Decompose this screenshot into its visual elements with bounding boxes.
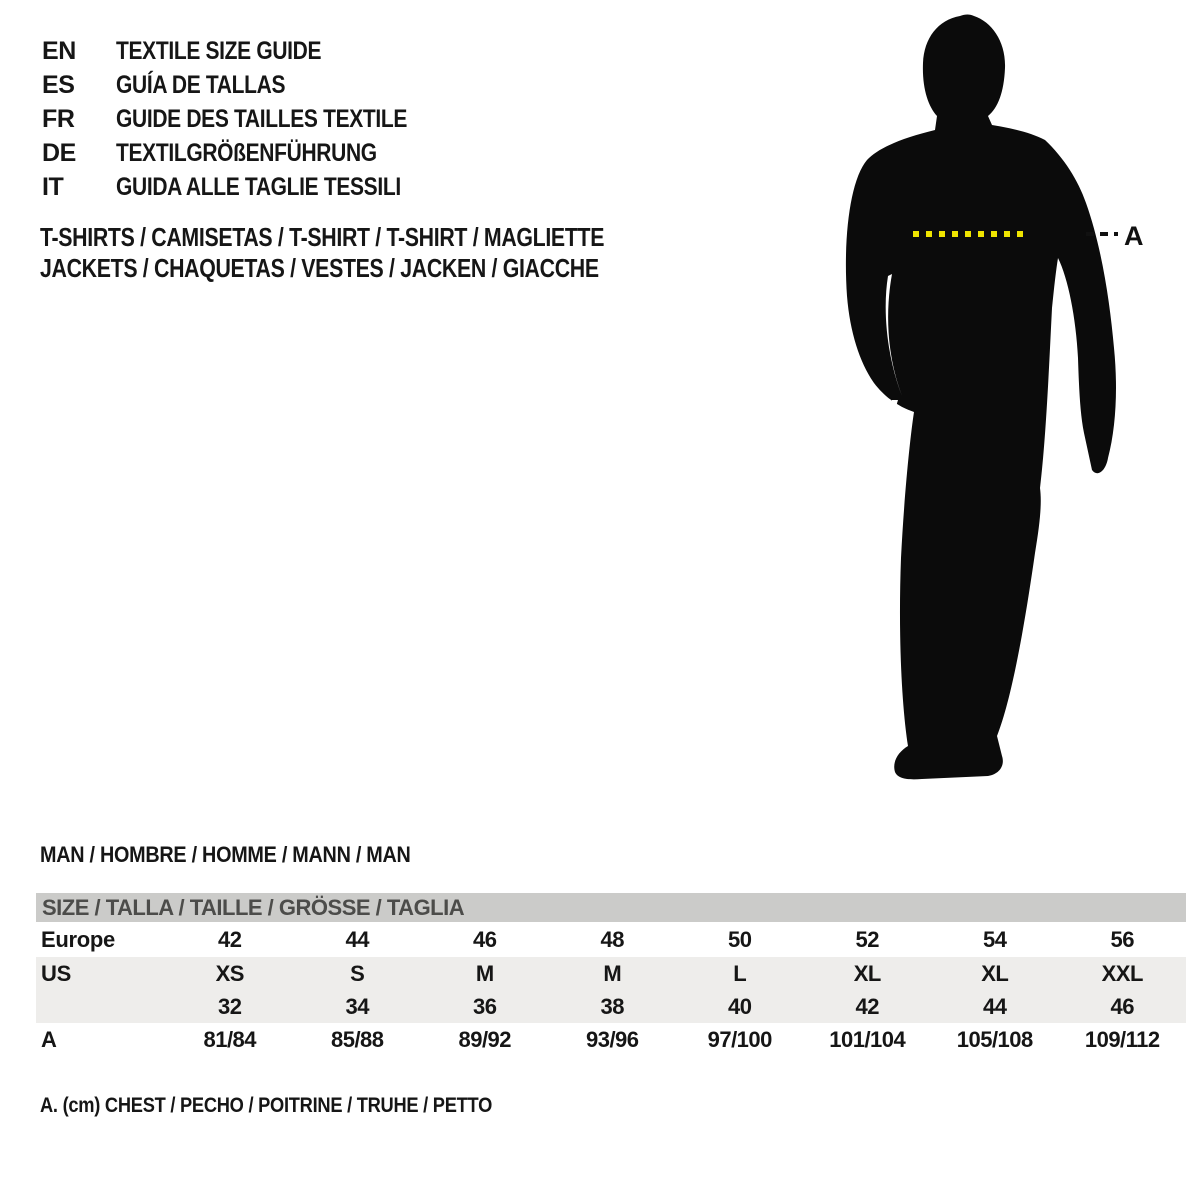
size-value: 50 [728,926,752,952]
row-label-europe: Europe [41,926,115,952]
table-row-europe [36,922,1186,957]
page-title-de: TEXTILGRÖßENFÜHRUNG [116,138,377,167]
size-value: 97/100 [707,1027,772,1052]
language-row-fr [42,102,463,136]
row-label-chest: A [41,1027,57,1052]
language-row-es [42,68,463,102]
language-row-de [42,136,463,170]
size-value: 52 [855,926,879,952]
language-code-de: DE [42,138,76,167]
size-value: 44 [983,993,1007,1019]
language-code-it: IT [42,172,64,201]
category-line-jackets-text: JACKETS / CHAQUETAS / VESTES / JACKEN / GIACCHE [40,253,599,283]
measurement-footnote [40,1094,560,1118]
page-title-it: GUIDA ALLE TAGLIE TESSILI [116,172,401,201]
table-row-chest [36,1023,1186,1057]
size-value: 32 [218,993,242,1019]
measurement-footnote-text: A. (cm) CHEST / PECHO / POITRINE / TRUHE / PETTO [40,1094,493,1117]
size-value: 48 [600,926,624,952]
language-code-en: EN [42,36,76,65]
category-line-tshirts [40,222,728,253]
size-value: 38 [600,993,624,1019]
size-value: 34 [345,993,369,1019]
section-title-man-text: MAN / HOMBRE / HOMME / MANN / MAN [40,842,411,867]
table-row-us [36,957,1186,990]
size-table-header: SIZE / TALLA / TAILLE / GRÖSSE / TAGLIA [36,893,1186,922]
size-value: M [603,960,622,986]
page-title-en: TEXTILE SIZE GUIDE [116,36,322,65]
left-hand-gap [891,400,900,434]
table-row-numeric [36,990,1186,1023]
language-code-fr: FR [42,104,75,133]
category-lines [40,222,728,284]
language-row-en [42,34,463,68]
language-code-es: ES [42,70,75,99]
category-line-tshirts-text: T-SHIRTS / CAMISETAS / T-SHIRT / T-SHIRT / MAGLIETTE [40,222,605,252]
man-silhouette [846,15,1116,780]
size-value: 56 [1110,926,1134,952]
size-value: 109/112 [1084,1027,1160,1052]
measure-label-a: A [1124,221,1144,251]
size-value: 105/108 [956,1027,1033,1052]
section-title-man [40,842,452,868]
size-value: XS [215,960,244,986]
size-value: 46 [473,926,497,952]
size-value: 54 [983,926,1007,952]
size-value: 46 [1110,993,1134,1019]
size-value: 93/96 [585,1027,639,1052]
size-value: XL [853,960,881,986]
size-value: 42 [855,993,879,1019]
row-label-us: US [41,960,71,986]
size-value: 40 [728,993,752,1019]
size-value: 44 [345,926,369,952]
size-value: XXL [1101,960,1143,986]
size-value: XL [981,960,1009,986]
size-table [36,893,1186,1057]
page-title-fr: GUIDE DES TAILLES TEXTILE [116,104,408,133]
page-title-es: GUÍA DE TALLAS [116,70,286,99]
size-value: S [350,960,365,986]
man-silhouette-figure [840,8,1150,788]
language-row-it [42,170,463,204]
size-value: 89/92 [458,1027,512,1052]
category-line-jackets [40,253,728,284]
language-title-list [42,34,463,204]
size-value: 36 [473,993,497,1019]
size-value: 42 [218,926,242,952]
size-value: 101/104 [829,1027,906,1052]
size-value: L [733,960,747,986]
size-value: 85/88 [330,1027,384,1052]
size-value: 81/84 [203,1027,257,1052]
size-value: M [475,960,494,986]
